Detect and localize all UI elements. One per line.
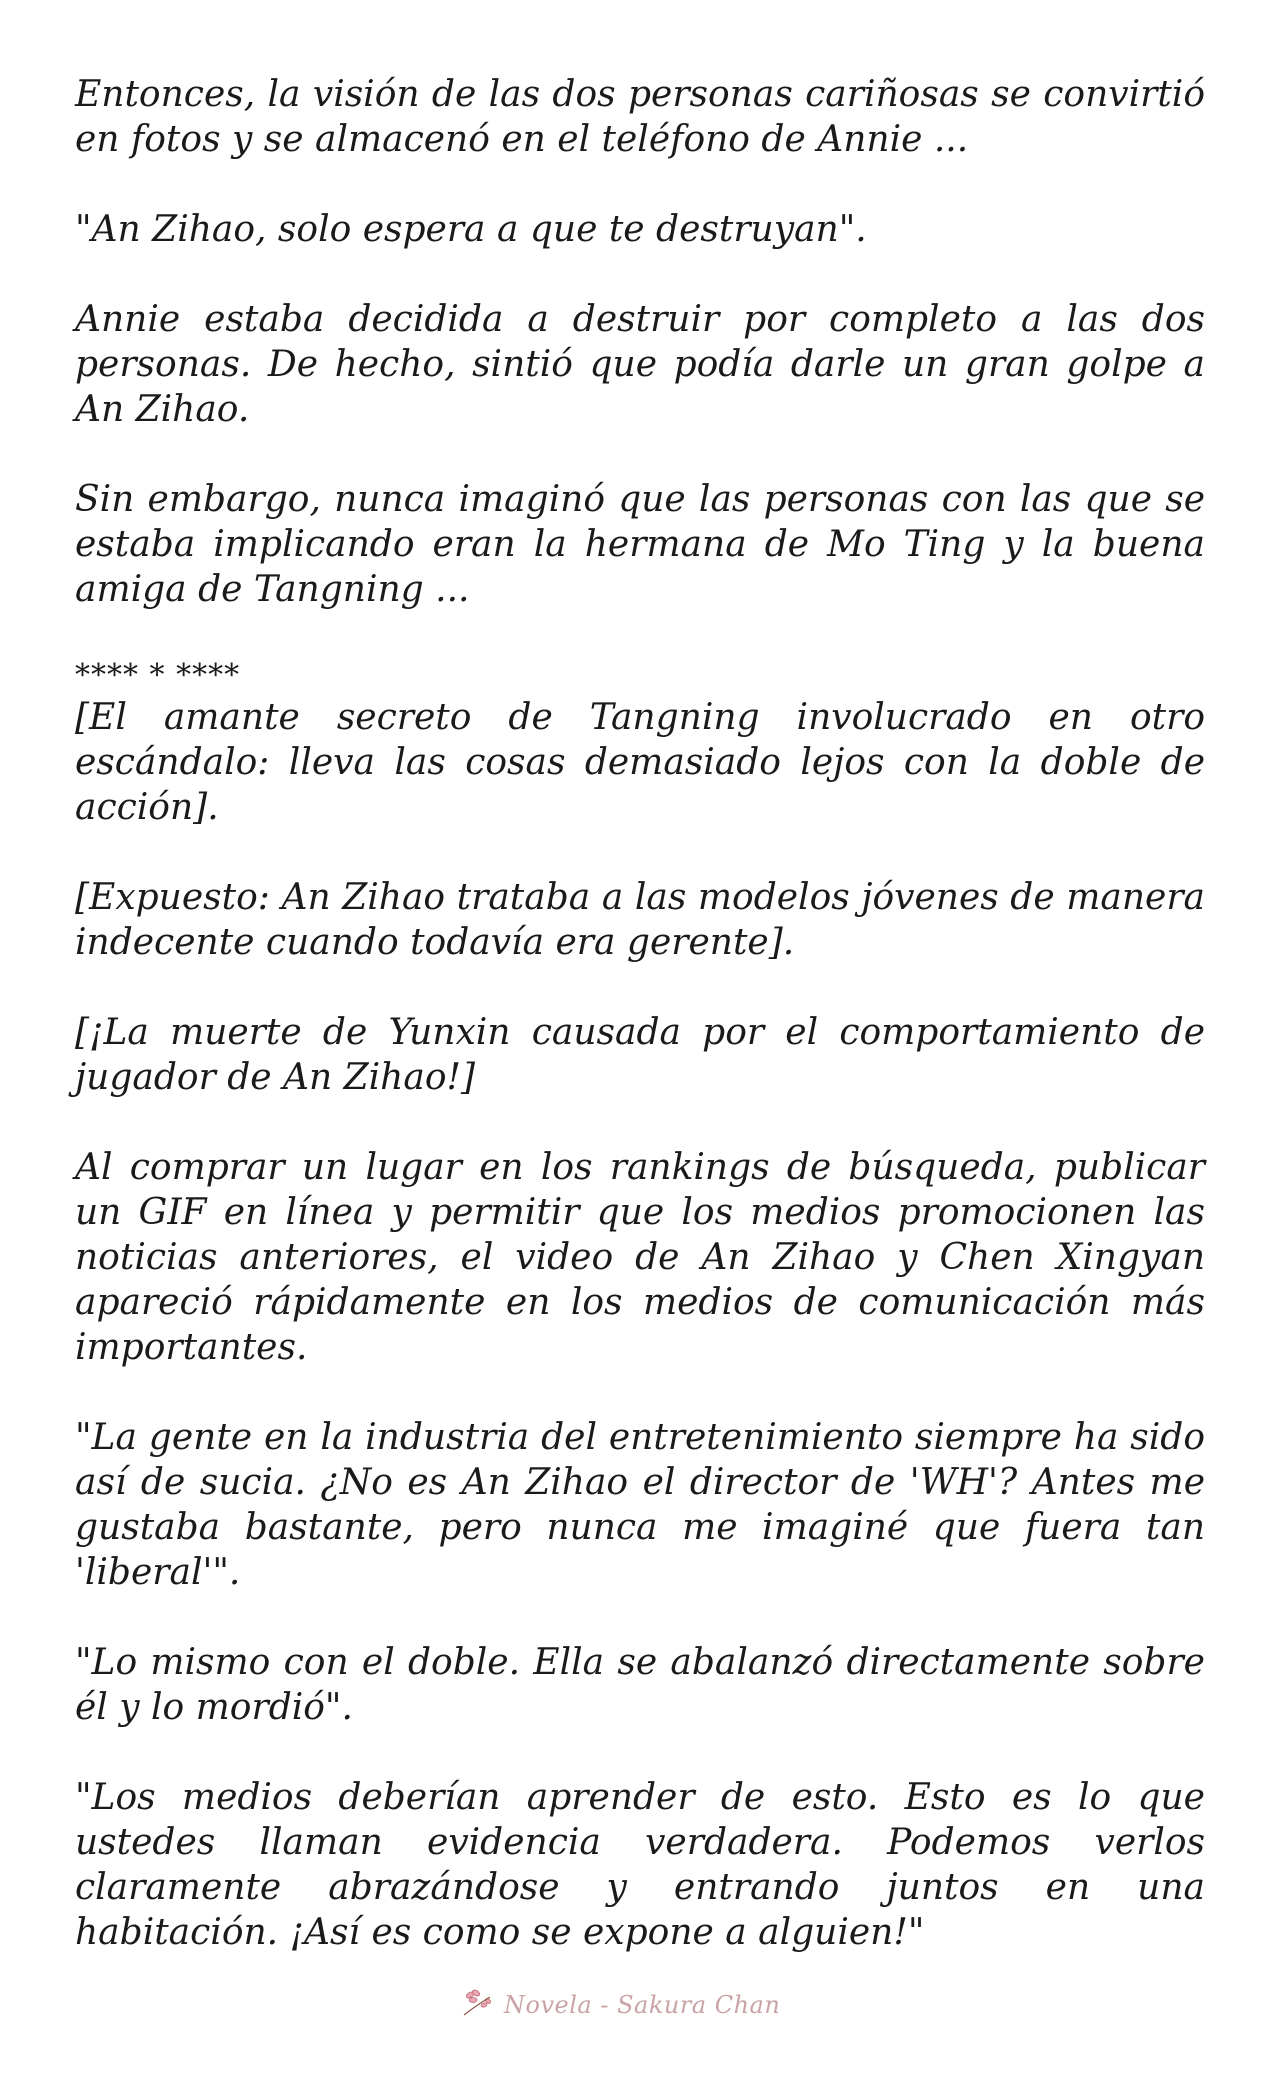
- headline: [Expuesto: An Zihao trataba a las modelos jóvenes de manera indecente cuando todavía era gerente].: [75, 877, 1205, 963]
- paragraph: Sin embargo, nunca imaginó que las personas con las que se estaba implicando eran la hermana de Mo Ting y la buena amiga de Tangning ...: [75, 479, 1205, 610]
- watermark: [460, 1985, 820, 2025]
- document-body: [75, 72, 1205, 2000]
- paragraph: Al comprar un lugar en los rankings de búsqueda, publicar un GIF en línea y permitir que los medios promocionen las noticias anteriores, el video de An Zihao y Chen Xingyan apareció rápidamente en los medios de comunicación más importantes.: [75, 1147, 1205, 1368]
- section-separator: **** * ****: [75, 658, 241, 693]
- sakura-blossom-icon: [460, 1987, 496, 2024]
- paragraph: "An Zihao, solo espera a que te destruyan".: [75, 209, 867, 250]
- paragraph: Entonces, la visión de las dos personas cariñosas se convirtió en fotos y se almacenó en el teléfono de Annie ...: [75, 74, 1205, 160]
- paragraph: Annie estaba decidida a destruir por completo a las dos personas. De hecho, sintió que podía darle un gran golpe a An Zihao.: [75, 299, 1205, 430]
- headline: [¡La muerte de Yunxin causada por el comportamiento de jugador de An Zihao!]: [75, 1012, 1205, 1098]
- comment-quote: "La gente en la industria del entretenimiento siempre ha sido así de sucia. ¿No es An Zihao el director de 'WH'? Antes me gustaba bastante, pero nunca me imaginé que fuera tan 'liberal'".: [75, 1417, 1205, 1593]
- comment-quote: "Lo mismo con el doble. Ella se abalanzó directamente sobre él y lo mordió".: [75, 1642, 1205, 1728]
- comment-quote: "Los medios deberían aprender de esto. Esto es lo que ustedes llaman evidencia verdadera. Podemos verlos claramente abrazándose y entrando juntos en una habitación. ¡Así es como se expone a alguien!": [75, 1777, 1205, 1953]
- watermark-text: Novela - Sakura Chan: [504, 1991, 781, 2019]
- headline: [El amante secreto de Tangning involucrado en otro escándalo: lleva las cosas demasiado lejos con la doble de acción].: [75, 697, 1205, 828]
